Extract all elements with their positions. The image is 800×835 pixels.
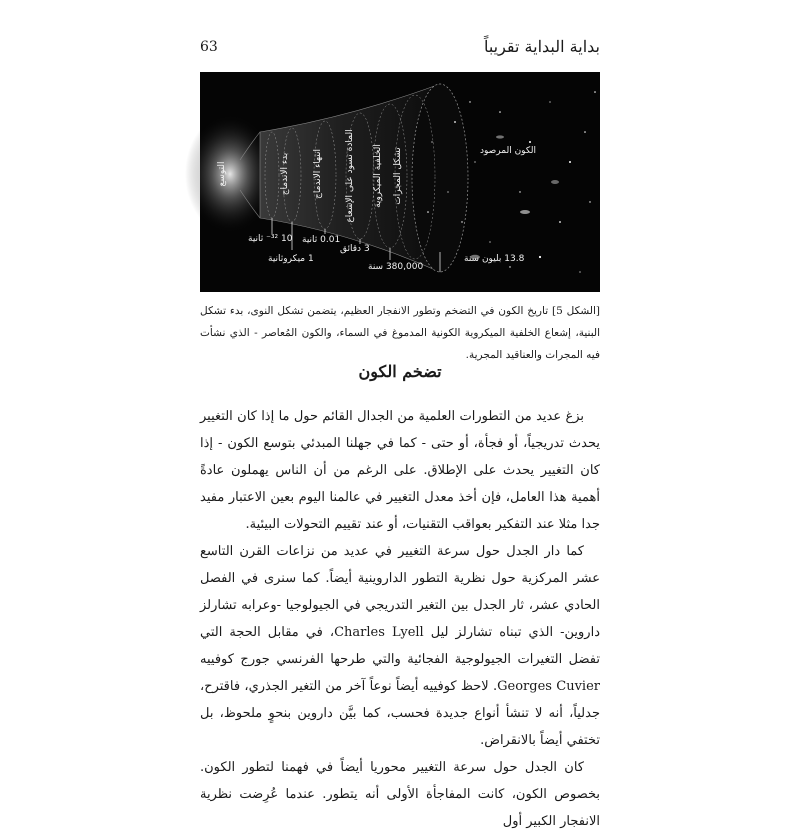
label-fusion-end: انتهاء الاندماج — [313, 149, 323, 199]
label-time-2: 1 ميكروثانية — [268, 254, 314, 264]
label-fusion-start: بدء الاندماج — [280, 152, 290, 196]
label-time-4: 3 دقائق — [340, 244, 370, 254]
label-galaxy-formation: تشكل المجرات — [393, 147, 403, 205]
galaxy-shape — [520, 210, 530, 214]
label-time-6: 13.8 بليون سنة — [464, 254, 525, 264]
running-header-title: بداية البداية تقريباً — [483, 37, 600, 56]
cone-mouth — [412, 84, 468, 272]
paragraph: كان الجدل حول سرعة التغيير محوريا أيضاً في فهمنا لتطور الكون. بخصوص الكون، كانت المفاجأة الأولى أنه يتطور. عندما عُرِضت نظرية الانفجار الكبير أول — [200, 760, 600, 829]
label-time-1: 10 ‎⁻³²‎ ثانية — [248, 234, 293, 244]
label-matter-dominance: المادة تسود على الإشعاع — [345, 129, 355, 223]
page-number: 63 — [200, 39, 218, 55]
label-observable-universe: الكون المرصود — [480, 146, 537, 156]
paragraph: بزغ عديد من التطورات العلمية من الجدال القائم حول ما إذا كان التغيير يحدث تدريجياً، أو فجأة، أو حتى - كما في جهلنا المبدئي بتوسع الكون - إذا كان التغيير يحدث على الإطلاق. على الرغم من أن الناس يهملون عادةً أهمية هذا العامل، فإن أخذ معدل التغيير في عالمنا اليوم بعين الاعتبار مفيد جدا مثلا عند التفكير بعواقب التقنيات، أو عند تقييم التحولات البيئية. — [200, 409, 600, 532]
section-heading: تضخم الكون — [358, 362, 442, 381]
running-header — [200, 37, 600, 61]
label-microwave-background: الخلفية الميكروية — [373, 144, 383, 208]
figure-caption: [الشكل 5] تاريخ الكون في التضخم وتطور الانفجار العظيم، يتضمن تشكل النوى، بدء تشكل البنية، إشعاع الخلفية الميكروية الكونية المدموغ في السماء، والكون المُعاصر - الذي نشأت فيه المجرات والعناقيد المجرية. — [200, 305, 600, 361]
body-text — [200, 403, 600, 835]
universe-history-figure — [200, 72, 600, 292]
label-time-5: 380,000 سنة — [368, 262, 424, 272]
galaxy-shape — [496, 135, 504, 138]
label-inflation: التوسع — [217, 161, 227, 187]
galaxy-shape — [551, 180, 559, 184]
paragraph: كما دار الجدل حول سرعة التغيير في عديد من نزاعات القرن التاسع عشر المركزية حول نظرية التطور الداروينية أيضاً. كما سنرى في الفصل الحادي عشر، ثار الجدل بين التغير التدريجي في الجيولوجيا -وعرابه تشارلز داروين- الذي تبناه تشارلز ليل Charles Lyell، في مقابل الحجة التي تفضل التغيرات الجيولوجية الفجائية والتي طرحها الفرنسي جورج كوفييه Georges Cuvier. لاحظ كوفييه أيضاً نوعاً آخر من التغير الجذري، فاقترح، جدلياً، أنه لا تنشأ أنواع جديدة فحسب، كما بيَّن داروين بنحوٍ ملحوظ، بل تختفي أيضاً بالانقراض. — [200, 544, 600, 748]
label-time-3: 0.01 ثانية — [302, 235, 341, 245]
